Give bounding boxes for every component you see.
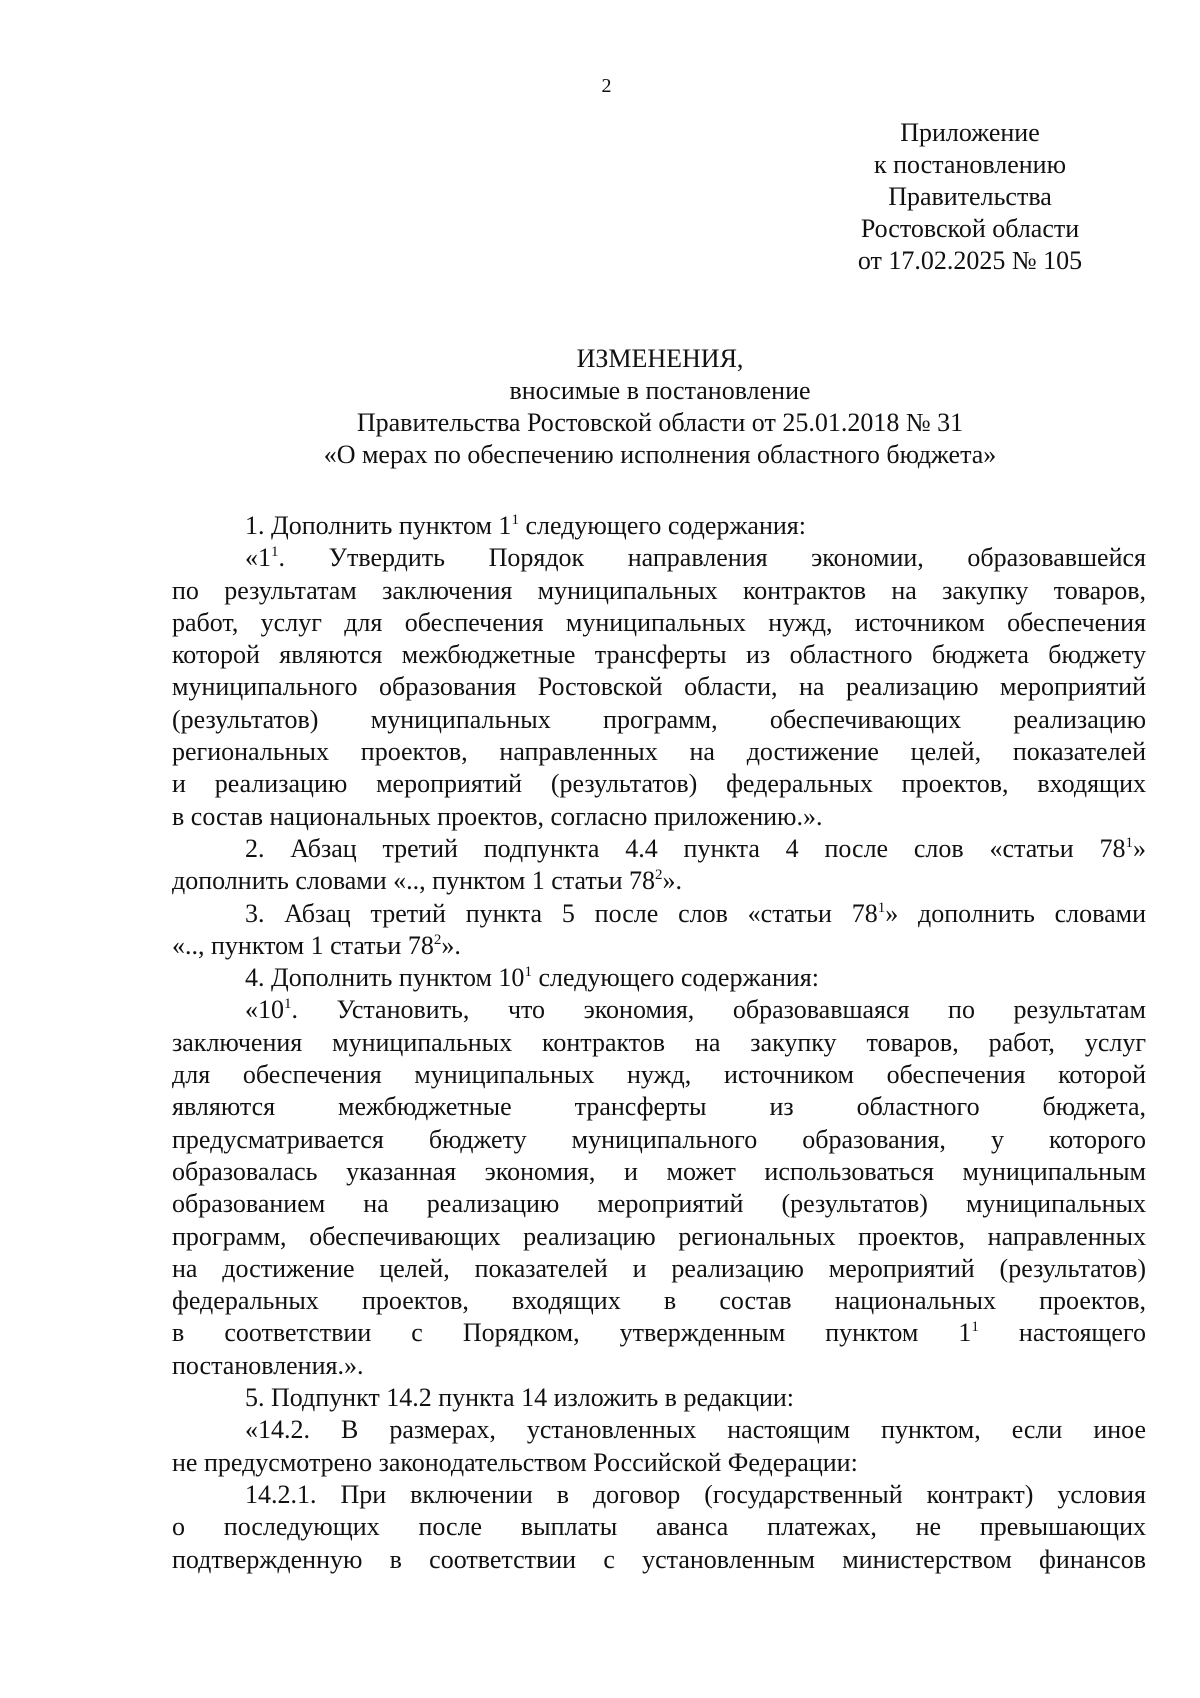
body-text-span: следующего содержания: bbox=[518, 511, 806, 540]
body-line bbox=[172, 1382, 1146, 1414]
body-text-span: по результатам заключения муниципальных контрактов на закупку товаров, bbox=[172, 575, 1146, 605]
title-line: «О мерах по обеспечению исполнения областного бюджета» bbox=[323, 440, 997, 469]
body-text-span: настоящего bbox=[978, 1318, 1146, 1348]
body-line bbox=[172, 607, 1146, 639]
superscript: 1 bbox=[271, 544, 279, 561]
body-line bbox=[172, 1350, 1146, 1382]
body-text-span: заключения муниципальных контрактов на закупку товаров, работ, услуг bbox=[172, 1027, 1146, 1057]
body-line bbox=[172, 510, 1146, 542]
body-line bbox=[172, 994, 1146, 1026]
body-line bbox=[172, 1317, 1146, 1349]
body-text-span: «.., пунктом 1 статьи 78 bbox=[172, 930, 434, 960]
body-line bbox=[172, 1511, 1146, 1543]
body-text-span: образованием на реализацию мероприятий (результатов) муниципальных bbox=[172, 1189, 1146, 1219]
body-text-span: являются межбюджетные трансферты из областного бюджета, bbox=[172, 1092, 1146, 1122]
body-text-span: региональных проектов, направленных на достижение целей, показателей bbox=[172, 737, 1146, 767]
body-text-span: ». bbox=[441, 930, 461, 960]
body-line bbox=[172, 801, 1146, 833]
title-line: Правительства Ростовской области от 25.01.2018 № 31 bbox=[356, 408, 964, 437]
body-text-span: 1. Дополнить пунктом 1 bbox=[245, 511, 512, 540]
superscript: 1 bbox=[1125, 834, 1133, 851]
title-line: ИЗМЕНЕНИЯ, bbox=[576, 344, 744, 373]
body-line bbox=[172, 736, 1146, 768]
body-text-span: в соответствии с Порядком, утвержденным пунктом 1 bbox=[172, 1318, 972, 1348]
superscript: 2 bbox=[433, 931, 442, 948]
body-line bbox=[172, 865, 1146, 897]
body-line bbox=[172, 930, 1146, 962]
body-text-span: и реализацию мероприятий (результатов) федеральных проектов, входящих bbox=[172, 769, 1146, 799]
body-text-span: программ, обеспечивающих реализацию региональных проектов, направленных bbox=[172, 1221, 1146, 1251]
superscript: 2 bbox=[655, 867, 663, 884]
body-line bbox=[172, 1091, 1146, 1123]
body-text-span: «14.2. В размерах, установленных настоящим пунктом, если иное bbox=[245, 1415, 1146, 1445]
title-line: вносимые в постановление bbox=[509, 376, 811, 405]
body-line bbox=[172, 704, 1146, 736]
body-text-span: 14.2.1. При включении в договор (государственный контракт) условия bbox=[245, 1479, 1146, 1509]
body-line bbox=[172, 1414, 1146, 1446]
body-text-span: о последующих после выплаты аванса платежах, не превышающих bbox=[172, 1512, 1146, 1542]
superscript: 1 bbox=[971, 1319, 979, 1336]
appendix-line: Ростовской области bbox=[860, 214, 1080, 243]
document-title bbox=[170, 343, 1150, 471]
superscript: 1 bbox=[284, 996, 292, 1013]
body-text-span: работ, услуг для обеспечения муниципальных нужд, источником обеспечения bbox=[172, 607, 1146, 637]
body-text-span: федеральных проектов, входящих в состав национальных проектов, bbox=[172, 1286, 1146, 1316]
body-line bbox=[172, 1124, 1146, 1156]
body-line bbox=[172, 671, 1146, 703]
body-line bbox=[172, 768, 1146, 800]
body-line bbox=[172, 1544, 1146, 1576]
body-text-span: 4. Дополнить пунктом 10 bbox=[245, 963, 525, 993]
body-line bbox=[172, 898, 1146, 930]
superscript: 1 bbox=[524, 964, 532, 981]
body-text-span: . Установить, что экономия, образовавшаяся по результатам bbox=[291, 995, 1146, 1025]
body-text-span: 3. Абзац третий пункта 5 после слов «статьи 78 bbox=[245, 898, 878, 928]
body-line bbox=[172, 833, 1146, 865]
body-text-span: (результатов) муниципальных программ, обеспечивающих реализацию bbox=[172, 704, 1146, 734]
appendix-header bbox=[840, 117, 1100, 277]
body-text-span: образовалась указанная экономия, и может использоваться муниципальным bbox=[172, 1156, 1146, 1186]
page-number: 2 bbox=[601, 75, 612, 97]
body-text-span: » дополнить словами bbox=[885, 898, 1146, 928]
body-text-span: для обеспечения муниципальных нужд, источником обеспечения которой bbox=[172, 1060, 1146, 1090]
body-text-span: муниципального образования Ростовской области, на реализацию мероприятий bbox=[172, 672, 1146, 702]
body-line bbox=[172, 1188, 1146, 1220]
body-line bbox=[172, 1285, 1146, 1317]
body-text-span: не предусмотрено законодательством Российской Федерации: bbox=[172, 1447, 858, 1477]
body-text-span: «10 bbox=[245, 995, 284, 1025]
body-line bbox=[172, 1156, 1146, 1188]
body-text-span: «1 bbox=[245, 543, 271, 573]
body-text-span: 2. Абзац третий подпункта 4.4 пункта 4 после слов «статьи 78 bbox=[245, 833, 1126, 863]
body-text-span: в состав национальных проектов, согласно приложению.». bbox=[172, 801, 823, 831]
body-text-span: следующего содержания: bbox=[531, 963, 819, 993]
body-text-span: 5. Подпункт 14.2 пункта 14 изложить в редакции: bbox=[245, 1383, 795, 1413]
body-text-span: которой являются межбюджетные трансферты из областного бюджета бюджету bbox=[172, 640, 1146, 670]
body-line bbox=[172, 1447, 1146, 1479]
body-text-span: ». bbox=[662, 866, 682, 896]
appendix-line: Правительства bbox=[888, 182, 1052, 211]
body-line bbox=[172, 1479, 1146, 1511]
body-line bbox=[172, 542, 1146, 574]
body-text-span: . Утвердить Порядок направления экономии, образовавшейся bbox=[278, 543, 1146, 573]
body-line bbox=[172, 962, 1146, 994]
body-text-span: предусматривается бюджету муниципального образования, у которого bbox=[172, 1124, 1146, 1154]
appendix-line: Приложение bbox=[900, 118, 1040, 147]
body-line bbox=[172, 639, 1146, 671]
body-text-span: на достижение целей, показателей и реализацию мероприятий (результатов) bbox=[172, 1253, 1146, 1283]
body-text-span: подтвержденную в соответствии с установленным министерством финансов bbox=[172, 1544, 1146, 1574]
body-text-span: дополнить словами «.., пунктом 1 статьи 78 bbox=[172, 866, 655, 896]
body-text-span: постановления.». bbox=[172, 1350, 364, 1380]
body-line bbox=[172, 1253, 1146, 1285]
appendix-line: от 17.02.2025 № 105 bbox=[857, 246, 1083, 275]
body-line bbox=[172, 1027, 1146, 1059]
body-text-span: » bbox=[1133, 833, 1146, 863]
body-line bbox=[172, 575, 1146, 607]
document-body bbox=[172, 510, 1146, 1576]
body-line bbox=[172, 1221, 1146, 1253]
superscript: 1 bbox=[511, 512, 519, 528]
superscript: 1 bbox=[877, 899, 886, 916]
appendix-line: к постановлению bbox=[873, 150, 1067, 179]
body-line bbox=[172, 1059, 1146, 1091]
